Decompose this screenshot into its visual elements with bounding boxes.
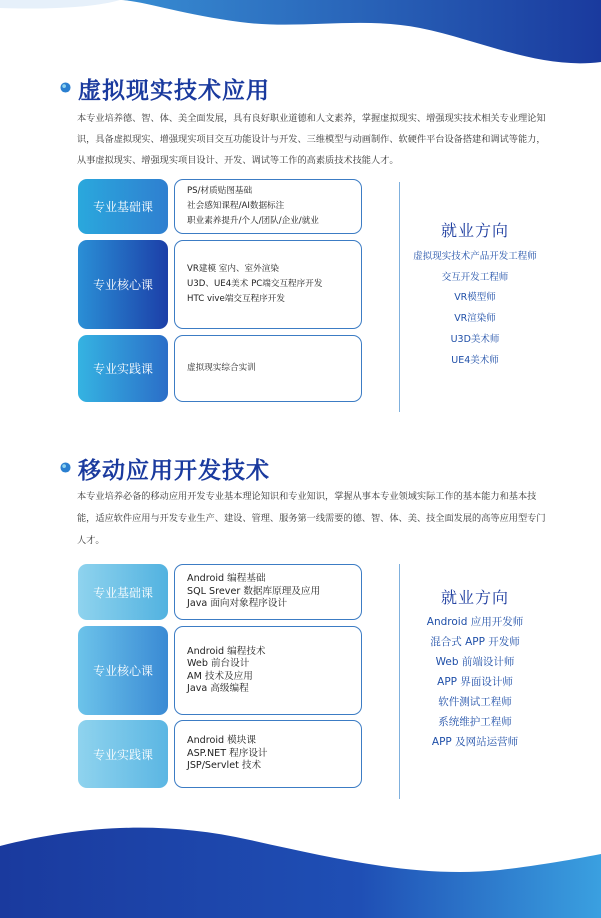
career-item: U3D美术师 (450, 333, 500, 345)
course-list-core (174, 626, 362, 715)
course-list-practice (174, 335, 362, 402)
career-title: 就业方向 (440, 588, 509, 607)
career-item: 软件测试工程师 (438, 696, 512, 708)
career-item: 虚拟现实技术产品开发工程师 (413, 251, 537, 262)
section-description: 本专业培养德、智、体、美全面发展，具有良好职业道德和人文素养，掌握虚拟现实、增强现实技术相关专业理论知识，具备虚拟现实、增强现实项目交互功能设计与开发、三维模型与动画制作、软硬件平台设备搭建和调试等能力，从事虚拟现实、增强现实项目设计、开发、调试等工作的高素质技术技能人才。 (77, 113, 546, 166)
course-item: Android 编程基础 (187, 573, 266, 585)
course-item: AM 技术及应用 (187, 670, 253, 682)
career-item: VR渲染师 (454, 313, 496, 325)
course-category-practice: 专业实践课 (78, 720, 168, 788)
course-list-core (174, 240, 362, 329)
course-item: SQL Srever 数据库原理及应用 (187, 585, 321, 597)
bullet-dot-icon (60, 462, 71, 473)
bottom-wave-decoration (0, 818, 601, 918)
course-item: Java 面向对象程序设计 (187, 598, 288, 610)
career-item: APP 界面设计师 (437, 676, 513, 688)
course-item: ASP.NET 程序设计 (187, 747, 268, 759)
course-item: HTC vive端交互程序开发 (187, 294, 285, 304)
career-direction (405, 585, 545, 752)
course-category-basic: 专业基础课 (78, 179, 168, 234)
course-list-basic (174, 179, 362, 234)
divider-line (399, 182, 400, 412)
career-item: VR模型师 (454, 292, 496, 304)
section-title: 虚拟现实技术应用 (78, 77, 270, 104)
course-category-core: 专业核心课 (78, 240, 168, 329)
course-list-practice (174, 720, 362, 788)
career-item: 系统维护工程师 (438, 716, 512, 728)
bullet-dot-icon (60, 82, 71, 93)
course-item: JSP/Servlet 技术 (187, 760, 262, 772)
top-wave-decoration (0, 0, 601, 80)
course-item: 社会感知课程/AI数据标注 (187, 201, 285, 211)
section-title: 移动应用开发技术 (78, 457, 270, 484)
course-item: Web 前台设计 (187, 658, 250, 669)
course-item: Java 高级编程 (187, 683, 249, 694)
course-item: U3D、UE4美术 PC端交互程序开发 (187, 279, 323, 289)
course-category-basic: 专业基础课 (78, 564, 168, 620)
course-item: 虚拟现实综合实训 (187, 363, 256, 373)
course-category-core: 专业核心课 (78, 626, 168, 715)
career-item: APP 及网站运营师 (431, 736, 519, 748)
course-category-practice: 专业实践课 (78, 335, 168, 402)
course-item: PS/材质贴图基础 (187, 186, 253, 196)
career-item: UE4美术师 (451, 354, 499, 366)
career-item: Android 应用开发师 (426, 616, 524, 628)
course-item: Android 编程技术 (187, 645, 266, 657)
section-title-row (62, 452, 270, 484)
career-item: Web 前端设计师 (435, 656, 515, 668)
career-item: 交互开发工程师 (441, 271, 509, 283)
section-title-row (62, 72, 270, 104)
career-title: 就业方向 (440, 221, 509, 240)
section-description: 本专业培养必备的移动应用开发专业基本理论知识和专业知识，掌握从事本专业领域实际工作的基本能力和基本技能，适应软件应用与开发专业生产、建设、管理、服务第一线需要的德、智、体、美、技全面发展的高等应用型专门人才。 (77, 491, 546, 546)
course-item: VR建模 室内、室外渲染 (187, 264, 279, 274)
course-item: 职业素养提升/个人/团队/企业/就业 (187, 216, 319, 226)
course-list-basic (174, 564, 362, 620)
divider-line (399, 564, 400, 799)
career-direction (405, 218, 545, 371)
career-item: 混合式 APP 开发师 (430, 636, 520, 648)
course-item: Android 模块课 (187, 735, 256, 747)
